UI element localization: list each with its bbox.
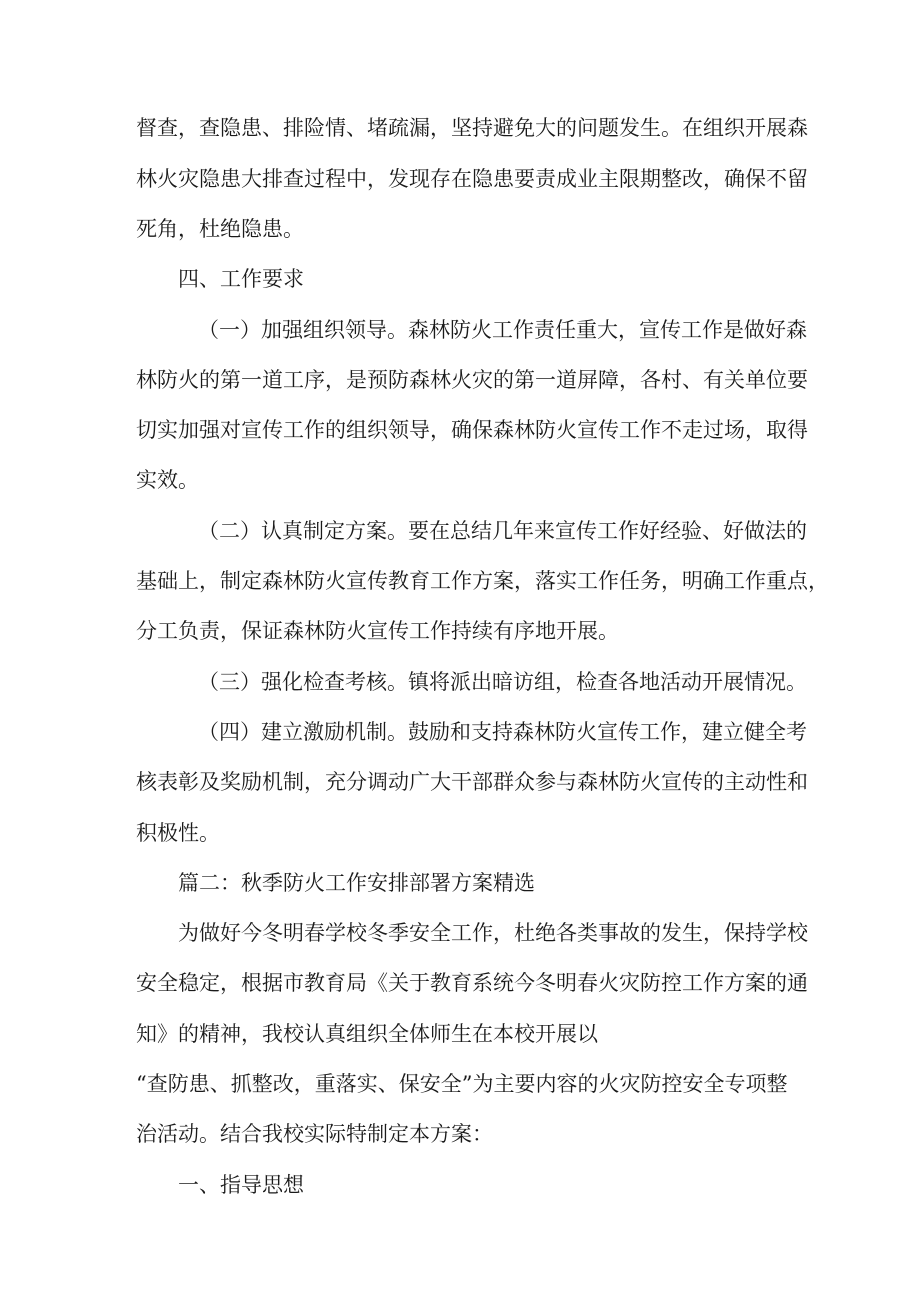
text-line: （三）强化检查考核。镇将派出暗访组，检查各地活动开展情况。: [198, 670, 807, 694]
section-heading: 篇二：秋季防火工作安排部署方案精选: [178, 871, 535, 895]
text-line: 切实加强对宣传工作的组织领导，确保森林防火宣传工作不走过场，取得: [136, 418, 808, 442]
text-line: 积极性。: [136, 821, 220, 845]
text-line: 基础上，制定森林防火宣传教育工作方案，落实工作任务，明确工作重点，: [136, 569, 829, 593]
section-heading: 四、工作要求: [178, 267, 304, 291]
text-line: 为做好今冬明春学校冬季安全工作，杜绝各类事故的发生，保持学校: [178, 921, 808, 945]
section-heading: 一、指导思想: [178, 1173, 304, 1197]
text-line: 核表彰及奖励机制，充分调动广大干部群众参与森林防火宣传的主动性和: [136, 770, 808, 794]
text-line: “查防患、抓整改，重落实、保安全”为主要内容的火灾防控安全专项整: [136, 1072, 788, 1096]
text-line: 林火灾隐患大排查过程中，发现存在隐患要责成业主限期整改，确保不留: [136, 167, 808, 191]
text-line: 实效。: [136, 468, 199, 492]
text-line: （四）建立激励机制。鼓励和支持森林防火宣传工作，建立健全考: [198, 720, 807, 744]
text-line: 安全稳定，根据市教育局《关于教育系统今冬明春火灾防控工作方案的通: [136, 971, 808, 995]
text-line: （一）加强组织领导。森林防火工作责任重大，宣传工作是做好森: [198, 318, 807, 342]
text-line: 知》的精神，我校认真组织全体师生在本校开展以: [136, 1022, 598, 1046]
text-line: 督查，查隐患、排险情、堵疏漏，坚持避免大的问题发生。在组织开展森: [136, 116, 808, 140]
text-line: 死角，杜绝隐患。: [136, 217, 304, 241]
text-line: 治活动。结合我校实际特制定本方案：: [136, 1122, 493, 1146]
text-line: （二）认真制定方案。要在总结几年来宣传工作好经验、好做法的: [198, 519, 807, 543]
text-line: 分工负责，保证森林防火宣传工作持续有序地开展。: [136, 619, 619, 643]
text-line: 林防火的第一道工序，是预防森林火灾的第一道屏障，各村、有关单位要: [136, 368, 808, 392]
